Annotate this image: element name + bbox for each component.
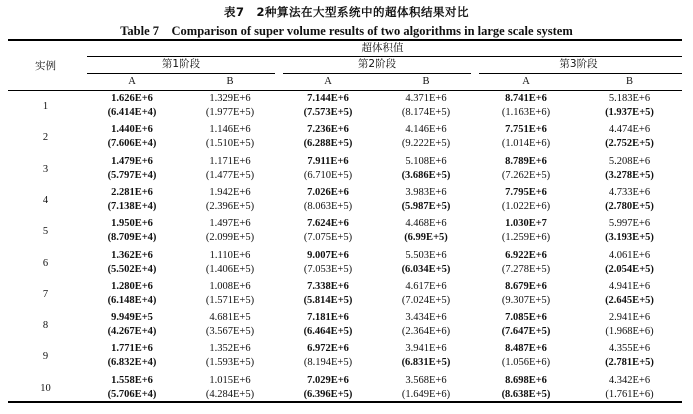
std-value: (3.278E+5): [605, 169, 654, 181]
std-value: (1.477E+5): [205, 169, 255, 181]
mean-value: 1.030E+7: [505, 218, 547, 230]
mean-value: 4.681E+5: [209, 312, 251, 324]
mean-value: 4.474E+6: [608, 124, 651, 136]
std-value: (2.781E+5): [605, 357, 654, 369]
mean-value: 4.342E+6: [608, 374, 651, 386]
mean-value: 4.061E+6: [608, 249, 651, 261]
std-value: (4.267E+4): [107, 326, 157, 338]
mean-value: 1.352E+6: [209, 343, 251, 355]
std-value: (6.464E+5): [303, 326, 353, 338]
std-value: (2.645E+5): [605, 294, 654, 306]
mean-value: 7.026E+6: [307, 186, 349, 198]
mean-value: 1.626E+6: [111, 93, 153, 104]
std-value: (8.709E+4): [107, 232, 157, 244]
std-value: (1.259E+6): [501, 232, 551, 244]
std-value: (5.797E+4): [107, 169, 157, 181]
mean-value: 8.487E+6: [505, 343, 547, 355]
mean-value: 3.568E+6: [405, 374, 447, 386]
std-value: (7.647E+5): [501, 326, 551, 338]
col-header-s3-a: A: [522, 76, 530, 87]
mean-value: 7.144E+6: [307, 93, 349, 104]
std-value: (2.099E+5): [205, 232, 255, 244]
mean-value: 8.741E+6: [505, 93, 547, 104]
std-value: (7.138E+4): [107, 200, 157, 212]
std-value: (8.063E+5): [303, 200, 353, 212]
std-value: (6.414E+4): [107, 107, 157, 118]
table-caption-chinese: 表7 2种算法在大型系统中的超体积结果对比: [223, 5, 469, 19]
std-value: (5.706E+4): [107, 388, 157, 400]
mean-value: 6.972E+6: [307, 343, 349, 355]
mean-value: 5.108E+6: [405, 155, 447, 167]
mean-value: 8.789E+6: [505, 155, 547, 167]
std-value: (3.567E+5): [205, 326, 255, 338]
mean-value: 1.146E+6: [209, 124, 251, 136]
mean-value: 2.941E+6: [608, 312, 651, 324]
mean-value: 1.362E+6: [111, 249, 153, 261]
mean-value: 9.949E+5: [111, 312, 153, 324]
mean-value: 1.942E+6: [209, 186, 251, 198]
mean-value: 7.085E+6: [505, 312, 547, 324]
std-value: (8.638E+5): [501, 388, 551, 400]
stage-2-header: 第2阶段: [357, 58, 397, 70]
top-rule: [8, 39, 682, 41]
std-value: (6.710E+5): [303, 169, 353, 181]
mean-value: 5.183E+6: [608, 93, 651, 104]
std-value: (2.054E+5): [605, 263, 654, 275]
super-volume-header: 超体积值: [361, 42, 404, 54]
std-value: (7.278E+5): [501, 263, 551, 275]
mean-value: 3.434E+6: [405, 312, 447, 324]
stage-3-underline: [479, 73, 682, 74]
std-value: (1.510E+5): [205, 138, 255, 150]
mean-value: 1.015E+6: [209, 374, 251, 386]
stage-3-header: 第3阶段: [559, 58, 598, 70]
mean-value: 9.007E+6: [307, 249, 349, 261]
mean-value: 4.146E+6: [405, 124, 447, 136]
mean-value: 4.733E+6: [608, 186, 651, 198]
mean-value: 7.624E+6: [307, 218, 349, 230]
std-value: (5.987E+5): [401, 200, 451, 212]
table-caption-english: Table 7 Comparison of super volume results of two algorithms in large scale system: [120, 24, 573, 38]
row-instance-id: 2: [42, 132, 49, 144]
group-underline: [87, 56, 682, 57]
mean-value: 2.281E+6: [111, 186, 153, 198]
mean-value: 6.922E+6: [505, 249, 547, 261]
mean-value: 1.771E+6: [111, 343, 153, 355]
mean-value: 1.497E+6: [209, 218, 251, 230]
col-header-s2-b: B: [422, 76, 430, 87]
std-value: (6.396E+5): [303, 388, 353, 400]
std-value: (3.686E+5): [401, 169, 451, 181]
header-rule: [8, 90, 682, 91]
std-value: (1.593E+5): [205, 357, 255, 369]
row-instance-id: 9: [42, 351, 49, 363]
std-value: (1.968E+6): [605, 326, 654, 338]
std-value: (1.761E+6): [605, 388, 654, 400]
mean-value: 7.029E+6: [307, 374, 349, 386]
mean-value: 1.950E+6: [111, 218, 153, 230]
std-value: (1.649E+6): [401, 388, 451, 400]
stage-1-underline: [87, 73, 275, 74]
std-value: (1.056E+6): [501, 357, 551, 369]
row-instance-id: 3: [42, 163, 49, 175]
mean-value: 1.008E+6: [209, 280, 251, 292]
mean-value: 1.440E+6: [111, 124, 153, 136]
mean-value: 7.236E+6: [307, 124, 349, 136]
mean-value: 4.617E+6: [405, 280, 447, 292]
row-instance-id: 4: [42, 194, 49, 206]
mean-value: 7.751E+6: [505, 124, 547, 136]
instance-header: 实例: [35, 60, 56, 72]
std-value: (5.814E+5): [303, 294, 353, 306]
mean-value: 5.208E+6: [608, 155, 651, 167]
stage-1-header: 第1阶段: [161, 58, 201, 70]
mean-value: 5.503E+6: [405, 249, 447, 261]
std-value: (1.937E+5): [605, 107, 654, 118]
std-value: (1.014E+6): [501, 138, 551, 150]
std-value: (7.262E+5): [501, 169, 551, 181]
mean-value: 4.468E+6: [405, 218, 447, 230]
mean-value: 1.479E+6: [111, 155, 153, 167]
mean-value: 7.338E+6: [307, 280, 349, 292]
std-value: (7.573E+5): [303, 107, 353, 118]
std-value: (6.288E+5): [303, 138, 353, 150]
row-instance-id: 5: [42, 226, 49, 238]
std-value: (3.193E+5): [605, 232, 654, 244]
mean-value: 7.911E+6: [307, 155, 349, 167]
std-value: (6.99E+5): [404, 232, 448, 244]
std-value: (1.163E+6): [501, 107, 551, 118]
mean-value: 1.171E+6: [209, 155, 251, 167]
bottom-rule: [8, 401, 682, 403]
mean-value: 1.558E+6: [111, 374, 153, 386]
std-value: (2.396E+5): [205, 200, 255, 212]
stage-2-underline: [283, 73, 471, 74]
col-header-s2-a: A: [324, 76, 332, 87]
std-value: (6.831E+5): [401, 357, 451, 369]
col-header-s3-b: B: [625, 76, 633, 87]
mean-value: 8.698E+6: [505, 374, 547, 386]
row-instance-id: 8: [42, 320, 49, 332]
mean-value: 1.329E+6: [209, 93, 251, 104]
std-value: (6.034E+5): [401, 263, 451, 275]
mean-value: 3.941E+6: [405, 343, 447, 355]
mean-value: 3.983E+6: [405, 186, 447, 198]
col-header-s1-a: A: [128, 76, 136, 87]
std-value: (1.022E+6): [501, 200, 551, 212]
row-instance-id: 10: [40, 382, 51, 394]
row-instance-id: 1: [42, 101, 49, 112]
mean-value: 7.181E+6: [307, 312, 349, 324]
mean-value: 1.110E+6: [209, 249, 251, 261]
row-instance-id: 6: [42, 257, 49, 269]
std-value: (2.752E+5): [605, 138, 654, 150]
row-instance-id: 7: [42, 288, 49, 300]
std-value: (6.832E+4): [107, 357, 157, 369]
col-header-s1-b: B: [226, 76, 234, 87]
mean-value: 1.280E+6: [111, 280, 153, 292]
mean-value: 7.795E+6: [505, 186, 547, 198]
std-value: (7.606E+4): [107, 138, 157, 150]
mean-value: 4.355E+6: [608, 343, 651, 355]
mean-value: 4.371E+6: [405, 93, 447, 104]
std-value: (4.284E+5): [205, 388, 255, 400]
std-value: (1.571E+5): [205, 294, 255, 306]
std-value: (7.024E+5): [401, 294, 451, 306]
std-value: (8.194E+5): [303, 357, 353, 369]
std-value: (1.406E+5): [205, 263, 255, 275]
mean-value: 4.941E+6: [608, 280, 651, 292]
std-value: (5.502E+4): [107, 263, 157, 275]
mean-value: 8.679E+6: [505, 280, 547, 292]
std-value: (9.307E+5): [501, 294, 551, 306]
std-value: (6.148E+4): [107, 294, 157, 306]
std-value: (1.977E+5): [205, 107, 255, 118]
mean-value: 5.997E+6: [608, 218, 651, 230]
std-value: (2.364E+6): [401, 326, 451, 338]
std-value: (7.075E+5): [303, 232, 353, 244]
std-value: (8.174E+5): [401, 107, 451, 118]
std-value: (7.053E+5): [303, 263, 353, 275]
std-value: (9.222E+5): [401, 138, 451, 150]
std-value: (2.780E+5): [605, 200, 654, 212]
